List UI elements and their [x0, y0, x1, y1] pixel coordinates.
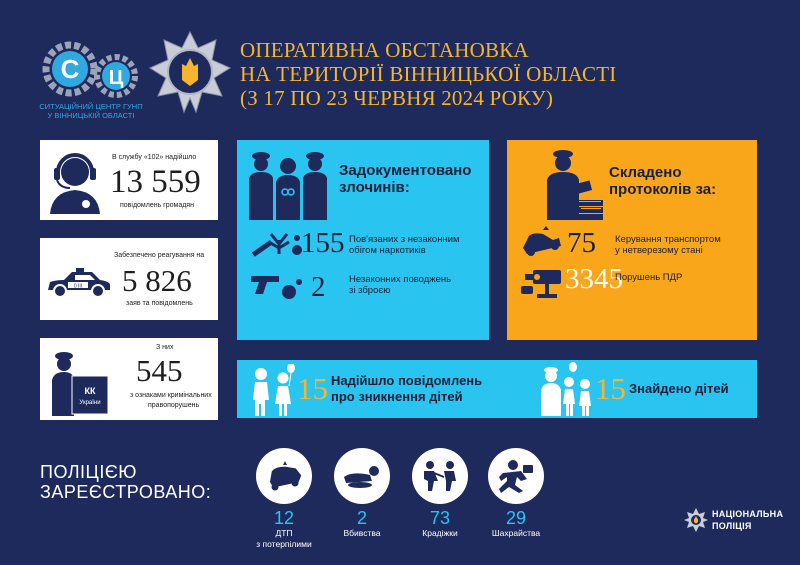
homicides-label: Вбивства	[343, 528, 381, 538]
found-children-label: Знайдено дітей	[629, 381, 729, 396]
criminal-bottom-text: правопорушень	[148, 402, 200, 409]
logo-caption-line: СИТУАЦІЙНИЙ ЦЕНТР ГУНП	[39, 102, 143, 111]
weapons-label-line: зі зброєю	[349, 285, 391, 296]
traffic-camera-icon	[519, 266, 567, 300]
drugs-icon	[249, 228, 305, 258]
page-title: НА ТЕРИТОРІЇ ВІННИЦЬКОЇ ОБЛАСТІ	[240, 62, 617, 86]
drunk-driving-label-line: Керування транспортом	[615, 234, 721, 245]
registered-title-line: ПОЛІЦІЄЮ	[40, 462, 137, 482]
drunk-driving-icon	[519, 226, 567, 256]
criminal-top-text: З них	[156, 344, 174, 351]
operator-headset-icon	[46, 148, 104, 214]
weapon-icon	[249, 272, 305, 302]
situation-center-logo	[40, 36, 140, 106]
weapons-label-line: Незаконних поводжень	[349, 274, 452, 285]
drugs-label-line: обігом наркотиків	[349, 245, 426, 256]
traffic-violations-label: Порушень ПДР	[615, 272, 683, 283]
registered-item-accidents	[246, 448, 322, 550]
registered-item-homicides	[324, 448, 400, 539]
national-police-brand	[712, 508, 783, 532]
response-bottom-text: заяв та повідомлень	[126, 300, 193, 307]
calls-value: 13 559	[110, 164, 201, 200]
officer-with-codex-icon	[48, 346, 112, 416]
brand-line: НАЦІОНАЛЬНА	[712, 509, 784, 519]
frauds-label: Шахрайства	[491, 528, 541, 538]
officer-writing-protocol-icon	[541, 146, 605, 220]
police-star-emblem-icon	[148, 30, 232, 114]
found-children-icon	[539, 362, 595, 416]
accidents-label: ДТП	[275, 528, 293, 538]
svg-text:Ц: Ц	[108, 67, 124, 89]
missing-children-label-line: про зникнення дітей	[331, 389, 463, 404]
registered-item-thefts	[402, 448, 478, 539]
registered-icon-circle	[256, 448, 312, 504]
theft-icon	[420, 459, 460, 493]
drugs-label-line: Пов'язаних з незаконним	[349, 234, 460, 245]
registered-title-line: ЗАРЕЄСТРОВАНО:	[40, 482, 212, 502]
detained-suspect-icon	[245, 148, 331, 220]
calls-bottom-text: повідомлень громадян	[120, 202, 194, 209]
children-block	[237, 360, 757, 418]
thefts-label: Крадіжки	[422, 528, 458, 538]
codex-text: України	[79, 400, 101, 406]
criminal-card	[40, 338, 218, 420]
criminal-bottom-text: з ознаками кримінальних	[130, 392, 212, 399]
thefts-value: 73	[429, 508, 451, 528]
protocols-block	[507, 140, 757, 340]
protocols-heading	[609, 164, 716, 198]
registered-icon-circle	[488, 448, 544, 504]
crimes-heading	[339, 162, 471, 196]
missing-children-value: 15	[297, 371, 328, 406]
protocols-heading-line: протоколів за:	[609, 181, 717, 198]
car-plate-text: 0 III	[73, 283, 83, 290]
drunk-driving-label-line: у нетверезому стані	[615, 245, 703, 256]
registered-title	[40, 462, 211, 502]
weapons-value: 2	[311, 271, 326, 303]
missing-children-label	[331, 373, 482, 405]
calls-top-text: В службу «102» надійшло	[112, 154, 197, 161]
accidents-label: з потерпілими	[256, 539, 312, 549]
found-children-value: 15	[595, 371, 626, 406]
crimes-heading-line: злочинів:	[339, 179, 410, 196]
traffic-violations-value: 3345	[565, 263, 623, 295]
drugs-value: 155	[301, 227, 345, 259]
registered-icon-circle	[334, 448, 390, 504]
homicides-value: 2	[356, 508, 367, 528]
response-top-text: Забезпечено реагування на	[114, 252, 205, 259]
codex-text: КК	[84, 386, 96, 396]
police-car-icon	[46, 268, 112, 298]
accidents-value: 12	[273, 508, 295, 528]
page-title: ОПЕРАТИВНА ОБСТАНОВКА	[240, 38, 529, 62]
response-card	[40, 238, 218, 320]
registered-item-frauds	[478, 448, 554, 539]
logo-caption-line: У ВІННИЦЬКІЙ ОБЛАСТІ	[47, 111, 135, 120]
weapons-label	[349, 274, 451, 296]
calls-card	[40, 140, 218, 220]
frauds-value: 29	[505, 508, 527, 528]
missing-children-icon	[251, 364, 297, 416]
drunk-driving-value: 75	[567, 227, 596, 259]
fraud-icon	[497, 459, 535, 493]
response-value: 5 826	[122, 263, 192, 298]
national-police-star-icon	[684, 508, 708, 532]
missing-children-label-line: Надійшло повідомлень	[331, 373, 483, 388]
registered-icon-circle	[412, 448, 468, 504]
brand-line: ПОЛІЦІЯ	[712, 521, 752, 531]
logo-caption	[30, 102, 152, 120]
period-subtitle: (З 17 ПО 23 ЧЕРВНЯ 2024 РОКУ)	[240, 86, 554, 110]
homicide-icon	[342, 463, 382, 489]
crimes-heading-line: Задокументовано	[339, 162, 472, 179]
svg-text:С: С	[60, 54, 80, 84]
drugs-label	[349, 234, 460, 256]
car-crash-icon	[265, 461, 303, 491]
criminal-value: 545	[136, 353, 183, 388]
protocols-heading-line: Складено	[609, 164, 682, 181]
crimes-block	[237, 140, 489, 340]
drunk-driving-label	[615, 234, 721, 256]
